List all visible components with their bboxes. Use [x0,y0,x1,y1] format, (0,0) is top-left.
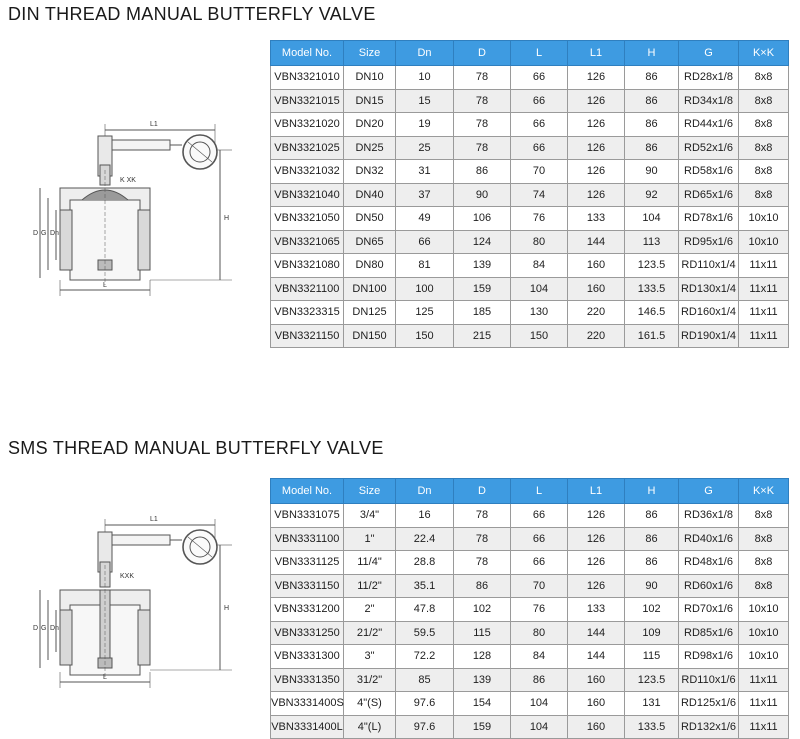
din-table-row [271,160,789,184]
din-table-cell: RD130x1/4 [679,277,739,301]
sms-kxk-label: KXK [120,573,135,580]
din-table-cell: 8x8 [739,160,789,184]
sms-table-cell: 78 [454,551,511,575]
din-table-cell: 10 [396,66,454,90]
din-table-cell: 66 [511,66,568,90]
sms-table-cell: 2" [344,598,396,622]
din-table-cell: 126 [568,136,625,160]
sms-table-cell: 11x11 [739,715,789,739]
sms-table-row [271,574,789,598]
din-table-cell: VBN3321020 [271,113,344,137]
din-d-label: D [33,230,39,237]
sms-l-label: L [103,674,107,681]
din-table-cell: 86 [625,66,679,90]
din-table-cell: 8x8 [739,136,789,160]
sms-section-title: SMS THREAD MANUAL BUTTERFLY VALVE [8,438,384,458]
sms-table-row [271,645,789,669]
sms-table-cell: 102 [625,598,679,622]
din-table-row [271,113,789,137]
sms-table-cell: VBN3331250 [271,621,344,645]
din-table-cell: 78 [454,66,511,90]
sms-header-5: L1 [568,479,625,504]
sms-table-cell: 160 [568,692,625,716]
din-table-cell: RD65x1/6 [679,183,739,207]
din-table-cell: 146.5 [625,301,679,325]
sms-table-cell: 10x10 [739,598,789,622]
din-table-cell: 8x8 [739,66,789,90]
din-table-cell: VBN3321015 [271,89,344,113]
sms-table-cell: 21/2" [344,621,396,645]
sms-table-cell: VBN3331100 [271,527,344,551]
sms-table-cell: 159 [454,715,511,739]
din-table-cell: 86 [625,136,679,160]
sms-table-cell: 78 [454,527,511,551]
sms-table-cell: 133 [568,598,625,622]
sms-table-cell: 154 [454,692,511,716]
din-table-cell: RD28x1/8 [679,66,739,90]
sms-table-cell: 160 [568,715,625,739]
sms-table-cell: RD36x1/8 [679,504,739,528]
din-table-cell: 124 [454,230,511,254]
sms-table-cell: VBN3331350 [271,668,344,692]
sms-table-cell: VBN3331400L [271,715,344,739]
din-table-cell: 66 [396,230,454,254]
din-table-row [271,301,789,325]
sms-table-cell: 66 [511,527,568,551]
din-l-label: L [103,282,107,289]
sms-table-cell: 131 [625,692,679,716]
din-table-cell: 150 [511,324,568,348]
din-table-cell: DN10 [344,66,396,90]
sms-table-cell: 11x11 [739,692,789,716]
din-table-cell: 11x11 [739,277,789,301]
sms-table-cell: VBN3331150 [271,574,344,598]
sms-table-cell: 86 [625,551,679,575]
din-table-cell: 86 [454,160,511,184]
din-table-cell: 74 [511,183,568,207]
sms-table-cell: 123.5 [625,668,679,692]
sms-table-cell: RD110x1/6 [679,668,739,692]
din-dn-label: Dn [50,230,59,237]
din-table-cell: RD44x1/6 [679,113,739,137]
din-table-cell: 11x11 [739,301,789,325]
sms-table-row [271,527,789,551]
sms-table-cell: 86 [454,574,511,598]
din-table-cell: 215 [454,324,511,348]
din-header-0: Model No. [271,41,344,66]
sms-table-cell: 97.6 [396,692,454,716]
din-table-cell: DN50 [344,207,396,231]
din-table-cell: RD110x1/4 [679,254,739,278]
din-table-cell: 92 [625,183,679,207]
sms-table-cell: 144 [568,645,625,669]
sms-table-cell: 126 [568,574,625,598]
din-h-label: H [224,215,230,222]
sms-table-cell: 126 [568,551,625,575]
sms-header-0: Model No. [271,479,344,504]
sms-table-cell: RD48x1/6 [679,551,739,575]
sms-table-cell: 115 [454,621,511,645]
sms-table-cell: 66 [511,504,568,528]
din-table-cell: DN25 [344,136,396,160]
din-table-cell: 78 [454,136,511,160]
sms-table-cell: RD125x1/6 [679,692,739,716]
din-table-row [271,254,789,278]
din-table-cell: 66 [511,89,568,113]
din-table-cell: 100 [396,277,454,301]
din-table-cell: 10x10 [739,207,789,231]
din-table-cell: DN20 [344,113,396,137]
din-table-cell: DN100 [344,277,396,301]
din-header-2: Dn [396,41,454,66]
din-table-cell: DN125 [344,301,396,325]
din-table-cell: 220 [568,324,625,348]
din-table-cell: 160 [568,277,625,301]
sms-d-label: D [33,625,39,632]
sms-table-cell: 11/4" [344,551,396,575]
din-table-cell: 126 [568,113,625,137]
din-table-cell: 133.5 [625,277,679,301]
din-table-cell: RD95x1/6 [679,230,739,254]
din-table-cell: 161.5 [625,324,679,348]
din-table-cell: 49 [396,207,454,231]
din-header-6: H [625,41,679,66]
sms-table-row [271,504,789,528]
din-table-cell: 130 [511,301,568,325]
din-table-cell: RD190x1/4 [679,324,739,348]
sms-table-cell: 128 [454,645,511,669]
din-header-1: Size [344,41,396,66]
din-table-cell: 126 [568,183,625,207]
din-table-cell: 80 [511,230,568,254]
sms-table-cell: 11x11 [739,668,789,692]
din-table-cell: 123.5 [625,254,679,278]
din-table-cell: DN80 [344,254,396,278]
din-table-row [271,207,789,231]
din-table-cell: VBN3321050 [271,207,344,231]
din-table-cell: VBN3321032 [271,160,344,184]
sms-table-cell: 90 [625,574,679,598]
sms-table-cell: 8x8 [739,527,789,551]
sms-table-cell: 160 [568,668,625,692]
din-table-cell: RD34x1/8 [679,89,739,113]
din-table-cell: DN32 [344,160,396,184]
sms-table-cell: 28.8 [396,551,454,575]
din-table-cell: DN150 [344,324,396,348]
din-table-cell: 78 [454,89,511,113]
din-table-cell: 8x8 [739,113,789,137]
din-table-cell: 78 [454,113,511,137]
din-table-row [271,136,789,160]
sms-table-cell: RD132x1/6 [679,715,739,739]
sms-table-cell: 16 [396,504,454,528]
din-table-cell: RD58x1/6 [679,160,739,184]
din-table-cell: RD52x1/6 [679,136,739,160]
sms-table-cell: 70 [511,574,568,598]
sms-table-cell: 47.8 [396,598,454,622]
sms-table-cell: 85 [396,668,454,692]
sms-l1-label: L1 [150,516,158,523]
sms-table-row [271,551,789,575]
sms-table-cell: 86 [625,527,679,551]
din-table-cell: 104 [625,207,679,231]
din-table-cell: 90 [454,183,511,207]
sms-table-cell: 35.1 [396,574,454,598]
din-table-cell: VBN3321100 [271,277,344,301]
din-table-cell: VBN3321065 [271,230,344,254]
din-valve-drawing [20,110,252,310]
din-table-cell: 126 [568,66,625,90]
din-table-cell: 31 [396,160,454,184]
sms-table-cell: 1" [344,527,396,551]
sms-table-cell: 80 [511,621,568,645]
din-table-cell: VBN3323315 [271,301,344,325]
sms-table-cell: 8x8 [739,574,789,598]
din-table-cell: 185 [454,301,511,325]
sms-table-cell: RD40x1/6 [679,527,739,551]
sms-table-cell: 115 [625,645,679,669]
din-table-cell: 126 [568,160,625,184]
din-table-cell: VBN3321150 [271,324,344,348]
din-table-cell: DN40 [344,183,396,207]
din-table-cell: 220 [568,301,625,325]
din-header-3: D [454,41,511,66]
din-table-cell: 159 [454,277,511,301]
din-table-cell: 15 [396,89,454,113]
din-l1-label: L1 [150,121,158,128]
din-header-7: G [679,41,739,66]
sms-table-cell: 10x10 [739,621,789,645]
sms-table-cell: 144 [568,621,625,645]
sms-table-cell: RD60x1/6 [679,574,739,598]
din-table-row [271,66,789,90]
din-table-cell: RD78x1/6 [679,207,739,231]
sms-dn-label: Dn [50,625,59,632]
din-table-cell: 76 [511,207,568,231]
sms-table-row [271,692,789,716]
sms-header-6: H [625,479,679,504]
din-table-row [271,183,789,207]
din-table-cell: 25 [396,136,454,160]
sms-table-cell: 11/2" [344,574,396,598]
din-table-row [271,230,789,254]
din-table-cell: 139 [454,254,511,278]
sms-table-cell: RD98x1/6 [679,645,739,669]
sms-table-cell: 133.5 [625,715,679,739]
din-table-cell: 8x8 [739,183,789,207]
din-table-cell: 11x11 [739,254,789,278]
sms-valve-drawing [20,510,252,705]
sms-header-3: D [454,479,511,504]
sms-table-cell: 4"(L) [344,715,396,739]
din-section-title: DIN THREAD MANUAL BUTTERFLY VALVE [8,4,376,24]
sms-table-cell: 126 [568,527,625,551]
din-table-cell: 104 [511,277,568,301]
sms-table-row [271,621,789,645]
sms-spec-table [270,478,789,739]
sms-h-label: H [224,605,230,612]
sms-table-cell: 3/4" [344,504,396,528]
din-table-cell: 84 [511,254,568,278]
din-table-cell: 133 [568,207,625,231]
sms-table-cell: 76 [511,598,568,622]
din-g-label: G [41,230,47,237]
sms-table-cell: 139 [454,668,511,692]
sms-table-cell: 104 [511,715,568,739]
din-table-cell: RD160x1/4 [679,301,739,325]
sms-table-cell: 102 [454,598,511,622]
sms-table-cell: 31/2" [344,668,396,692]
sms-header-1: Size [344,479,396,504]
sms-table-cell: 8x8 [739,504,789,528]
din-table-cell: VBN3321025 [271,136,344,160]
sms-table-cell: 59.5 [396,621,454,645]
din-table-row [271,324,789,348]
sms-table-cell: 84 [511,645,568,669]
sms-header-7: G [679,479,739,504]
din-spec-table [270,40,789,348]
sms-table-cell: VBN3331125 [271,551,344,575]
din-table-cell: 11x11 [739,324,789,348]
sms-g-label: G [41,625,47,632]
din-table-cell: 125 [396,301,454,325]
sms-table-row [271,668,789,692]
sms-table-cell: 8x8 [739,551,789,575]
din-table-cell: 66 [511,136,568,160]
din-table-cell: 37 [396,183,454,207]
din-table-cell: VBN3321080 [271,254,344,278]
din-table-row [271,277,789,301]
din-table-cell: 66 [511,113,568,137]
din-table-cell: 10x10 [739,230,789,254]
din-table-cell: 126 [568,89,625,113]
sms-table-cell: 66 [511,551,568,575]
din-table-cell: 8x8 [739,89,789,113]
din-table-cell: 86 [625,89,679,113]
din-table-cell: 81 [396,254,454,278]
din-table-cell: DN15 [344,89,396,113]
sms-table-cell: 72.2 [396,645,454,669]
din-kxk-label: K XK [120,177,136,184]
sms-table-cell: RD70x1/6 [679,598,739,622]
sms-table-cell: 3" [344,645,396,669]
din-header-5: L1 [568,41,625,66]
din-table-cell: 113 [625,230,679,254]
din-table-cell: 144 [568,230,625,254]
sms-table-row [271,598,789,622]
sms-table-cell: 109 [625,621,679,645]
din-table-cell: DN65 [344,230,396,254]
sms-table-cell: VBN3331075 [271,504,344,528]
sms-table-cell: 97.6 [396,715,454,739]
sms-table-cell: 4"(S) [344,692,396,716]
sms-table-cell: 104 [511,692,568,716]
din-table-cell: VBN3321010 [271,66,344,90]
sms-header-4: L [511,479,568,504]
sms-table-cell: 22.4 [396,527,454,551]
din-header-8: K×K [739,41,789,66]
sms-table-cell: VBN3331400S [271,692,344,716]
sms-table-cell: RD85x1/6 [679,621,739,645]
sms-table-cell: 86 [625,504,679,528]
din-table-cell: 106 [454,207,511,231]
sms-table-cell: VBN3331200 [271,598,344,622]
din-table-row [271,89,789,113]
sms-table-cell: 10x10 [739,645,789,669]
sms-table-cell: 78 [454,504,511,528]
sms-table-cell: VBN3331300 [271,645,344,669]
sms-header-8: K×K [739,479,789,504]
din-table-cell: 86 [625,113,679,137]
sms-table-cell: 86 [511,668,568,692]
din-table-cell: VBN3321040 [271,183,344,207]
din-table-cell: 19 [396,113,454,137]
din-table-cell: 70 [511,160,568,184]
din-header-4: L [511,41,568,66]
din-table-cell: 150 [396,324,454,348]
sms-header-2: Dn [396,479,454,504]
din-table-cell: 160 [568,254,625,278]
din-table-cell: 90 [625,160,679,184]
sms-table-cell: 126 [568,504,625,528]
